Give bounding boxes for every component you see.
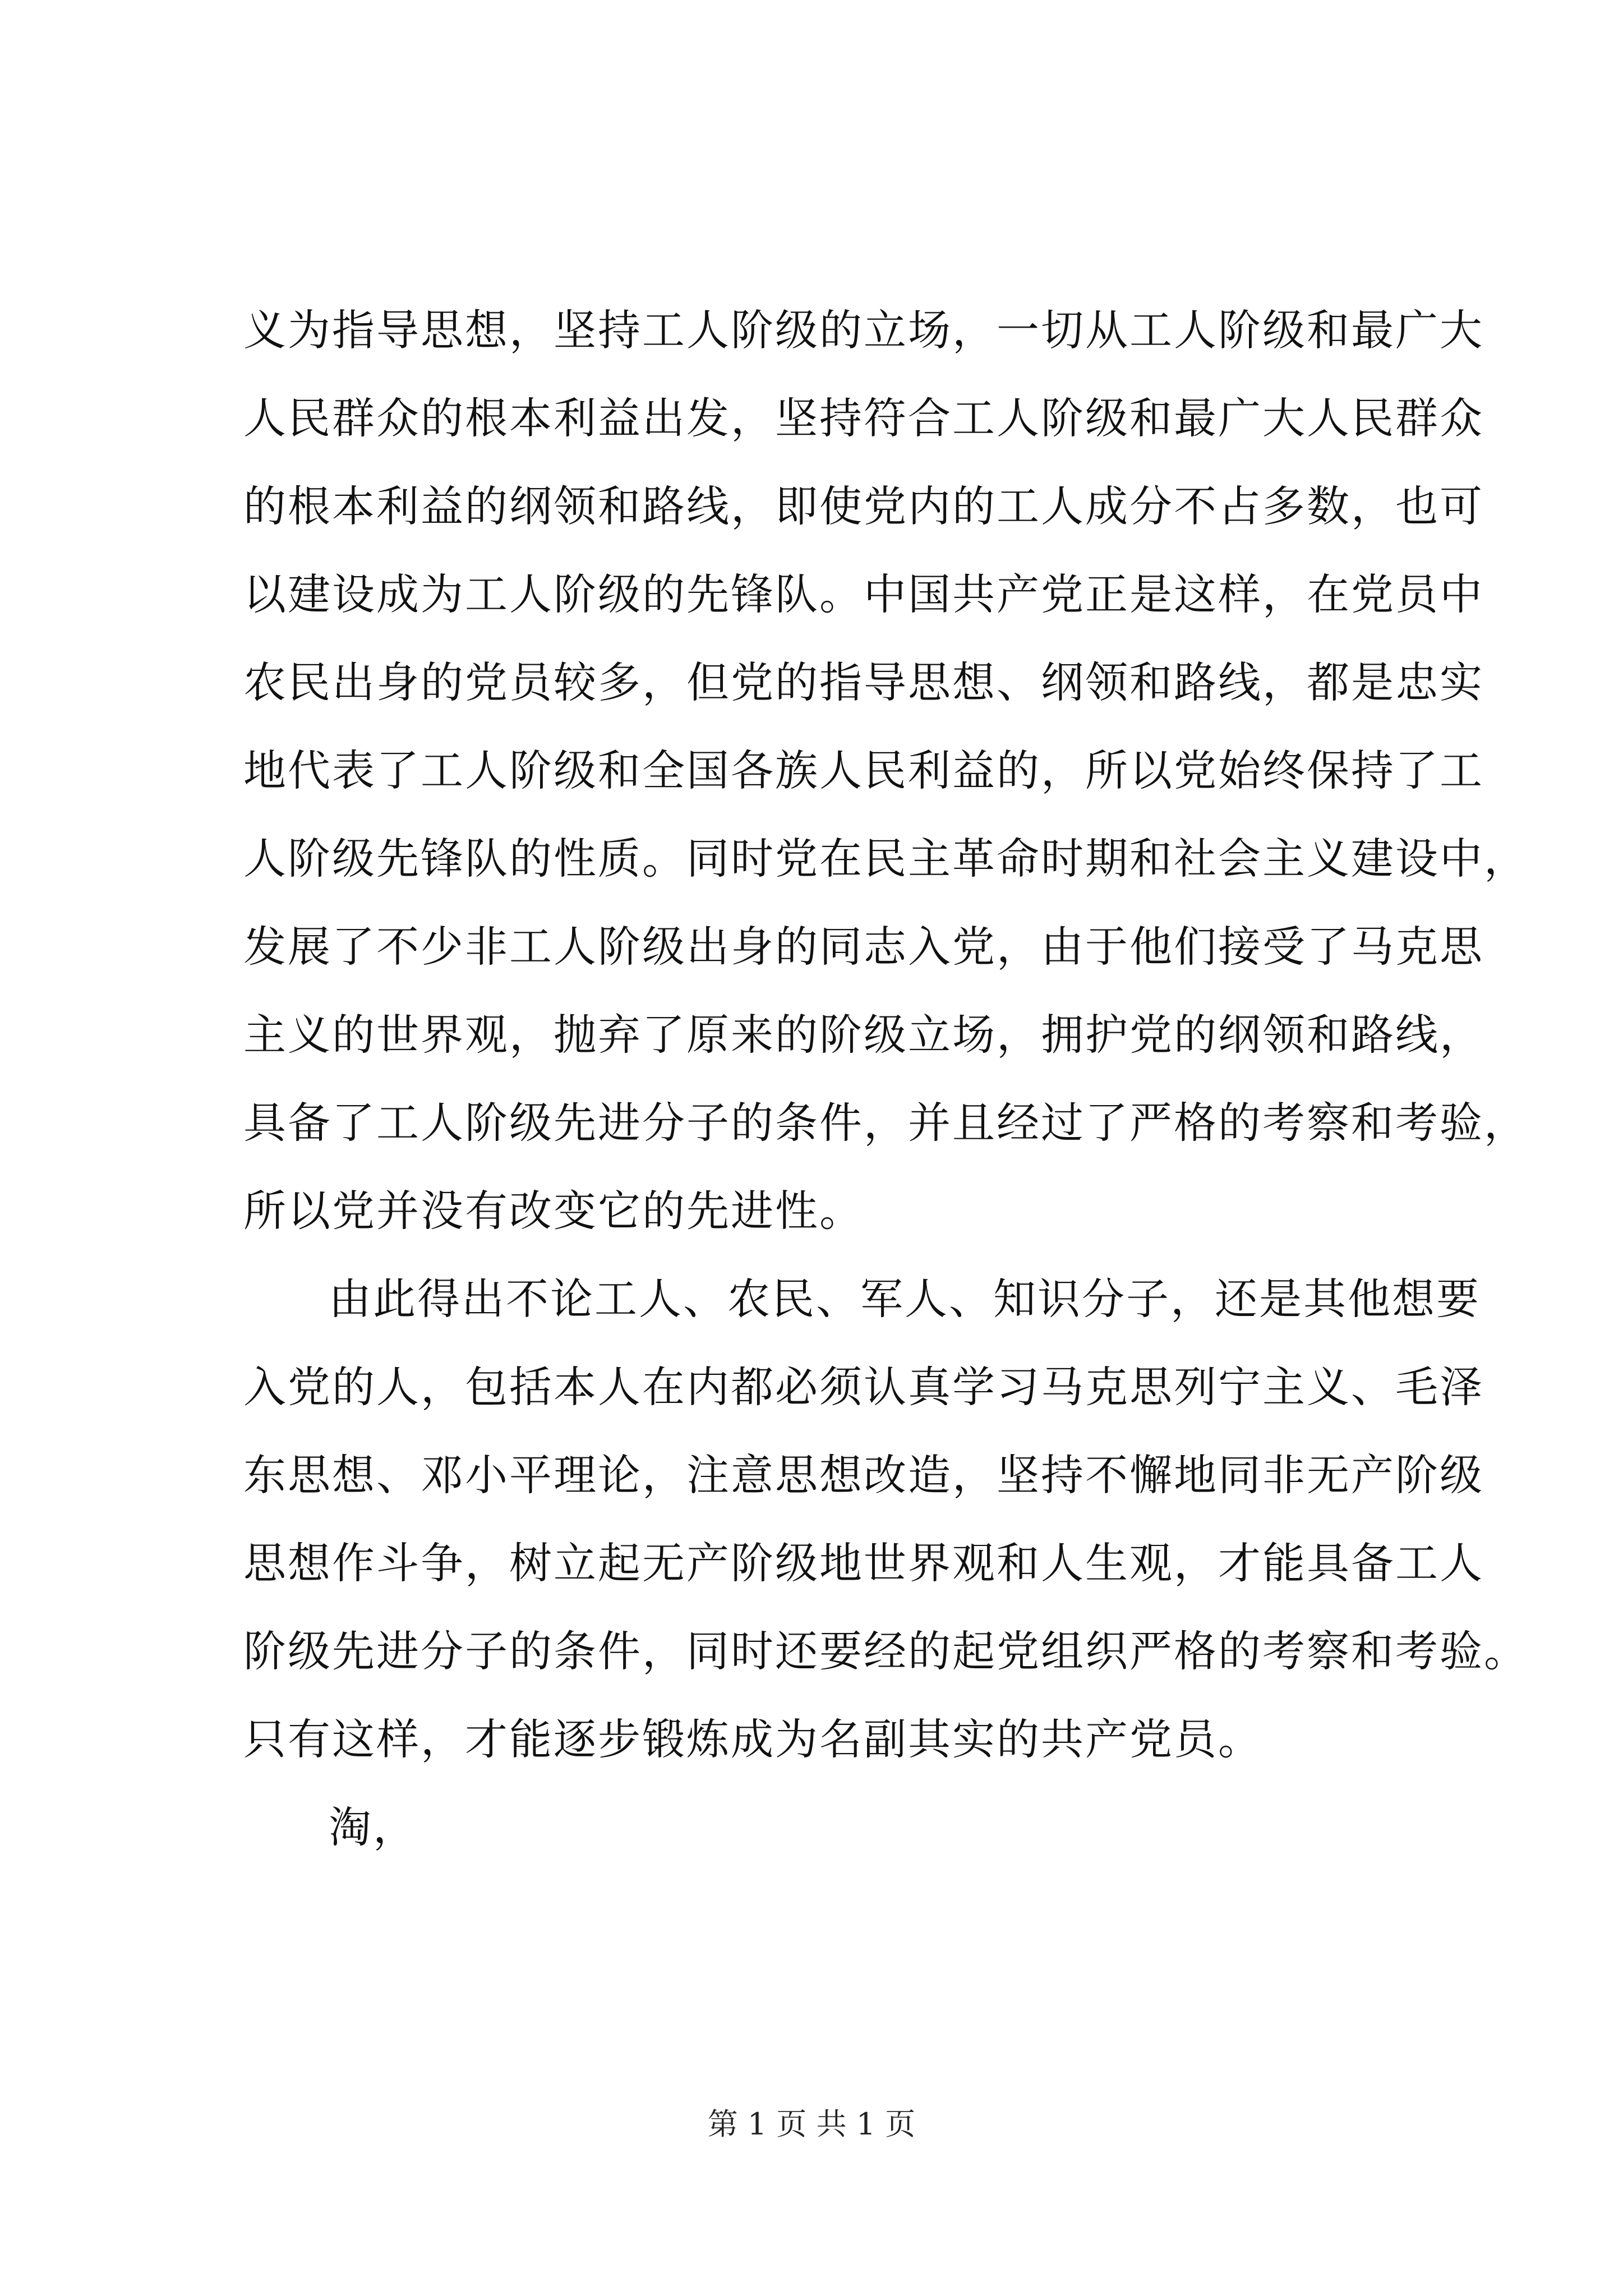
text-line: 的根本利益的纲领和路线，即使党内的工人成分不占多数，也可 (243, 481, 1484, 531)
text-line: 只有这样，才能逐步锻炼成为名副其实的共产党员。 (243, 1714, 1262, 1764)
text-line: 淘， (329, 1802, 417, 1852)
document-body (243, 286, 1528, 1871)
text-line: 入党的人，包括本人在内都必须认真学习马克思列宁主义、毛泽 (243, 1362, 1484, 1412)
text-line: 东思想、邓小平理论，注意思想改造，坚持不懈地同非无产阶级 (243, 1450, 1484, 1500)
text-line: 以建设成为工人阶级的先锋队。中国共产党正是这样，在党员中 (243, 569, 1484, 619)
text-line: 人民群众的根本利益出发，坚持符合工人阶级和最广大人民群众 (243, 393, 1484, 443)
text-line: 义为指导思想，坚持工人阶级的立场，一切从工人阶级和最广大 (243, 305, 1484, 355)
text-line: 阶级先进分子的条件，同时还要经的起党组织严格的考察和考验。 (243, 1626, 1528, 1676)
text-line: 农民出身的党员较多，但党的指导思想、纲领和路线，都是忠实 (243, 657, 1484, 707)
text-line: 具备了工人阶级先进分子的条件，并且经过了严格的考察和考验， (243, 1098, 1528, 1148)
text-line: 思想作斗争，树立起无产阶级地世界观和人生观，才能具备工人 (243, 1538, 1484, 1588)
paragraph-2 (243, 1255, 1528, 1783)
text-line: 主义的世界观，抛弃了原来的阶级立场，拥护党的纲领和路线， (243, 1010, 1484, 1060)
text-line: 地代表了工人阶级和全国各族人民利益的，所以党始终保持了工 (243, 746, 1484, 795)
page-number-footer: 第 1 页 共 1 页 (707, 2106, 916, 2142)
text-line: 人阶级先锋队的性质。同时党在民主革命时期和社会主义建设中， (243, 834, 1528, 884)
paragraph-1 (243, 286, 1528, 1255)
text-line: 所以党并没有改变它的先进性。 (243, 1186, 864, 1236)
text-line: 发展了不少非工人阶级出身的同志入党，由于他们接受了马克思 (243, 922, 1484, 972)
paragraph-3 (243, 1783, 1421, 1871)
text-line: 由此得出不论工人、农民、军人、知识分子，还是其他想要 (329, 1274, 1481, 1324)
